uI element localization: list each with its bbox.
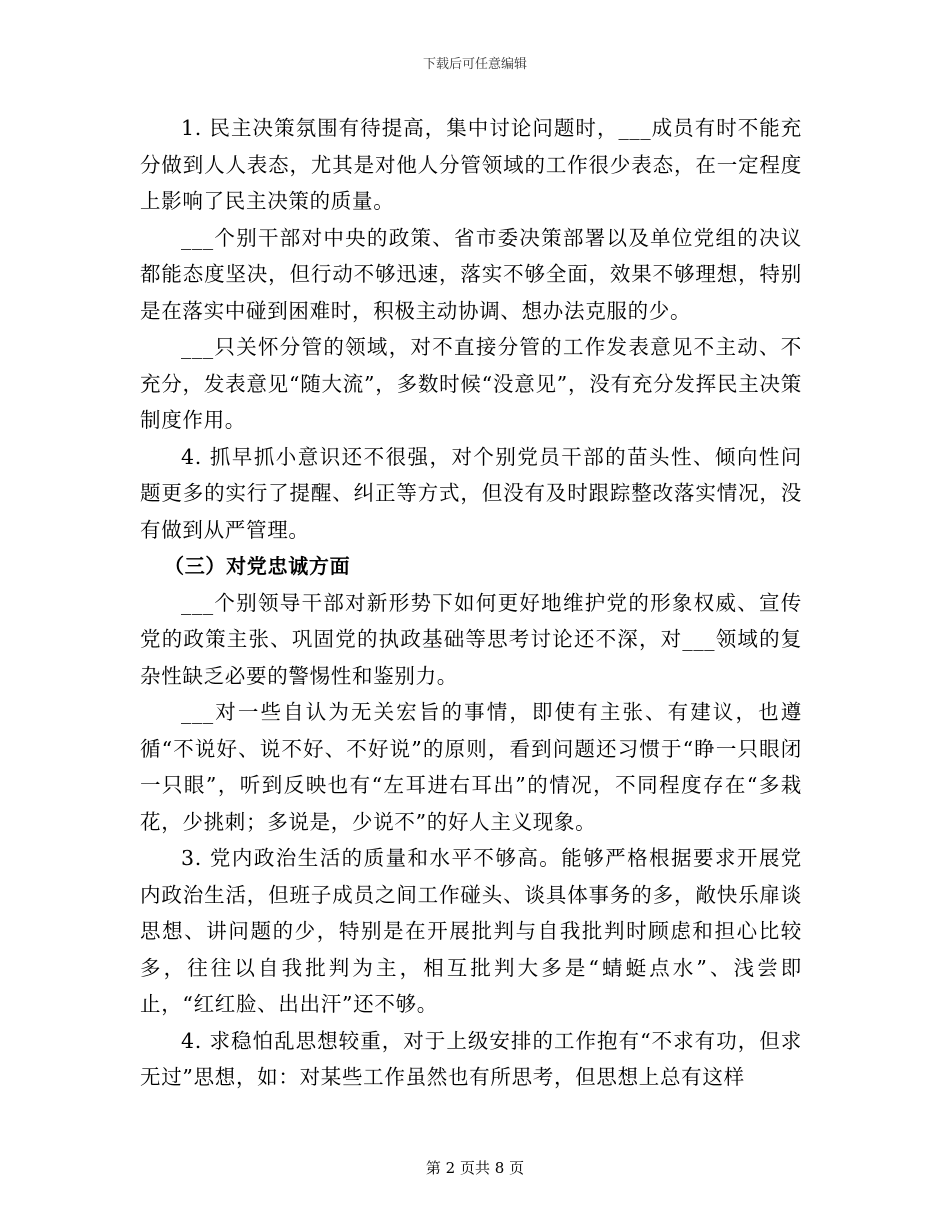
section-heading: （三）对党忠诚方面 <box>164 554 351 578</box>
paragraph-4: 4. 抓早抓小意识还不很强，对个别党员干部的苗头性、倾向性问题更多的实行了提醒、纠正等方式，但没有及时跟踪整改落实情况，没有做到从严管理。 <box>140 444 802 542</box>
paragraph-3: ___只关怀分管的领域，对不直接分管的工作发表意见不主动、不充分，发表意见“随大流”，多数时候“没意见”，没有充分发挥民主决策制度作用。 <box>140 335 802 432</box>
paragraph-6: ___对一些自认为无关宏旨的事情，即使有主张、有建议，也遵循“不说好、说不好、不好说”的原则，看到问题还习惯于“睁一只眼闭一只眼”，听到反映也有“左耳进右耳出”的情况，不同程度存在“多栽花，少挑刺；多说是，少说不”的好人主义现象。 <box>140 700 802 834</box>
paragraph-2: ___个别干部对中央的政策、省市委决策部署以及单位党组的决议都能态度坚决，但行动不够迅速，落实不够全面，效果不够理想，特别是在落实中碰到困难时，积极主动协调、想办法克服的少。 <box>140 225 802 323</box>
document-body <box>140 110 802 1096</box>
page-header: 下载后可任意编辑 <box>422 57 527 72</box>
page-footer: 第 2 页共 8 页 <box>425 1159 525 1177</box>
paragraph-5: ___个别领导干部对新形势下如何更好地维护党的形象权威、宣传党的政策主张、巩固党的执政基础等思考讨论还不深，对___领域的复杂性缺乏必要的警惕性和鉴别力。 <box>140 590 802 688</box>
paragraph-8: 4. 求稳怕乱思想较重，对于上级安排的工作抱有“不求有功，但求无过”思想，如：对某些工作虽然也有所思考，但思想上总有这样 <box>140 1028 802 1089</box>
paragraph-7: 3. 党内政治生活的质量和水平不够高。能够严格根据要求开展党内政治生活，但班子成员之间工作碰头、谈具体事务的多，敞快乐扉谈思想、讲问题的少，特别是在开展批判与自我批判时顾虑和担心比较多，往往以自我批判为主，相互批判大多是“蜻蜓点水”、浅尝即止，“红红脸、出出汗”还不够。 <box>140 846 802 1016</box>
paragraph-1: 1. 民主决策氛围有待提高，集中讨论问题时，___成员有时不能充分做到人人表态，尤其是对他人分管领域的工作很少表态，在一定程度上影响了民主决策的质量。 <box>140 116 802 213</box>
